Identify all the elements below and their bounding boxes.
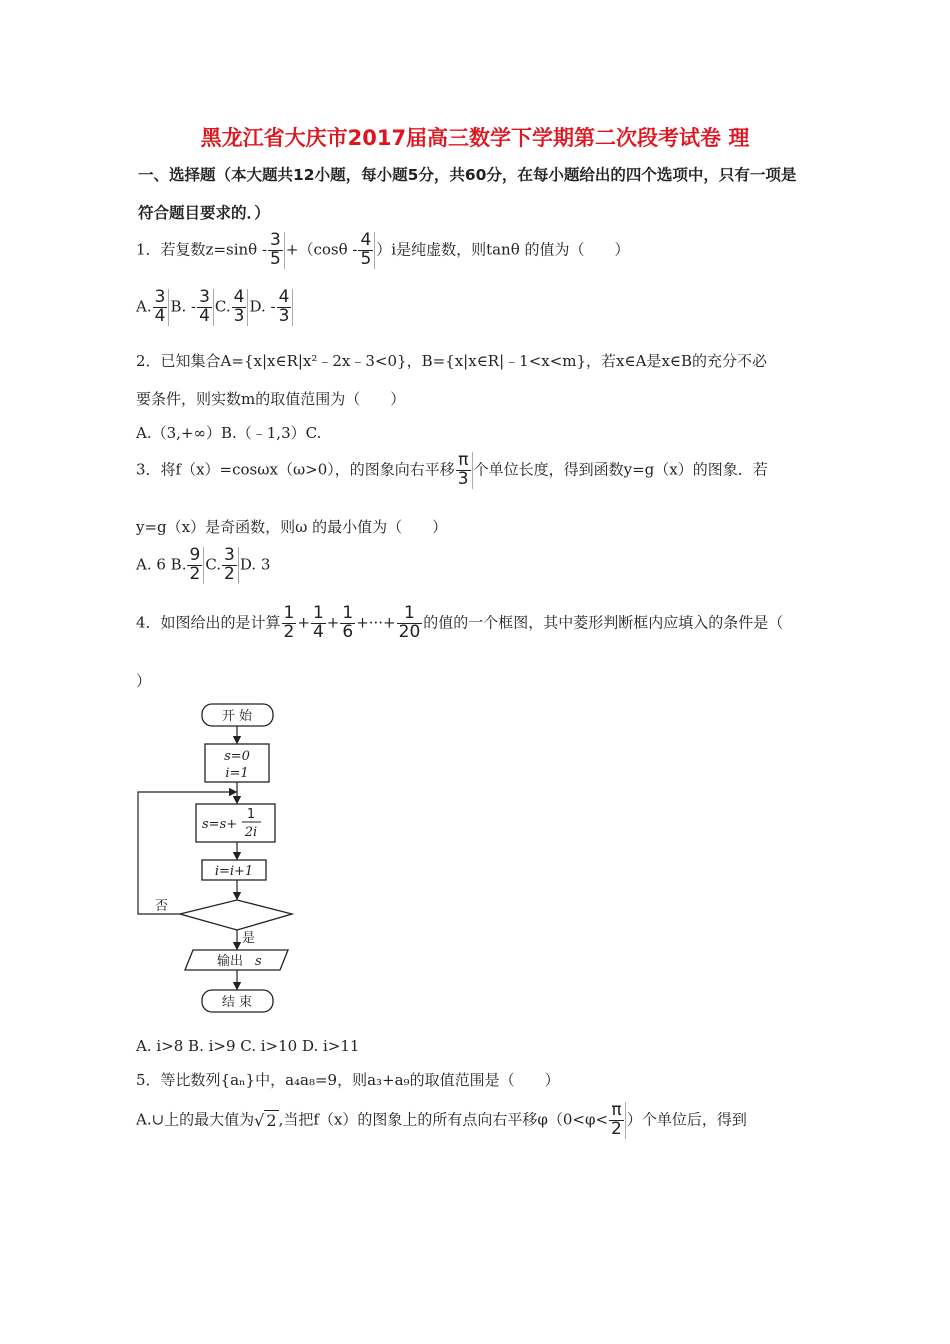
start-label: 开 始 [221, 709, 253, 724]
section-heading: 一、选择题（本大题共12小题，每小题5分，共60分，在每小题给出的四个选项中，只有一项是 [138, 166, 797, 184]
init-i: i=1 [225, 766, 249, 781]
section-heading-cont: 符合题目要求的．） [138, 204, 270, 222]
yes-label: 是 [242, 931, 256, 946]
init-s: s=0 [224, 749, 250, 764]
question-2: 2．已知集合A={x|x∈R|x²﹣2x﹣3<0}，B={x|x∈R|﹣1<x<m}，若x∈A是x∈B的充分不必 [136, 352, 768, 370]
output-label: 输出 [216, 954, 244, 969]
fraction: $\frac{3}{5}$ [268, 232, 285, 269]
decision-diamond [180, 900, 292, 930]
question-4-options: A. i>8 B. i>9 C. i>10 D. i>11 [136, 1037, 360, 1055]
question-3: 3．将f（x）=cosωx（ω>0），的图象向右平移 $\frac{\pi}{3}$ 个单位长度，得到函数y=g（x）的图象．若 [136, 450, 768, 489]
output-var: s [255, 954, 262, 969]
question-1: 1．若复数z=sinθ - $\frac{3}{5}$ +（cosθ - $\frac{4}{5}$ ）i是纯虚数，则tanθ 的值为（ ） [136, 230, 630, 269]
update-s-num: 1 [246, 807, 256, 822]
question-5-cont: A.∪上的最大值为√ 2 ,当把f（x）的图象上的所有点向右平移φ（0<φ< $\frac{\pi}{2}$ ）个单位后，得到 [136, 1100, 747, 1139]
sqrt-symbol: √ 2 [254, 1110, 277, 1130]
question-2-cont: 要条件，则实数m的取值范围为（ ） [136, 390, 406, 408]
flowchart [130, 698, 310, 1018]
question-4: 4．如图给出的是计算 $\frac{1}{2}$ + $\frac{1}{4}$ + $\frac{1}{6}$ +···+ $\frac{1}{20}$ 的值的一个框图，其中菱形判断框内应填入的条件是（ [136, 603, 784, 642]
fraction: $\frac{4}{5}$ [358, 232, 375, 269]
question-2-options: A.（3,+∞）B.（﹣1,3）C. [136, 424, 322, 442]
update-s-text: s=s+ [202, 817, 238, 832]
end-label: 结 束 [221, 995, 253, 1010]
no-label: 否 [155, 899, 169, 914]
question-3-options: A. 6 B. $\frac{9}{2}$ C. $\frac{3}{2}$ D. 3 [136, 545, 271, 584]
question-5: 5．等比数列{aₙ}中，a₄a₈=9，则a₃+a₉的取值范围是（ ） [136, 1071, 560, 1089]
update-s-den: 2i [244, 825, 258, 840]
update-i-text: i=i+1 [214, 864, 254, 879]
question-3-cont: y=g（x）是奇函数，则ω 的最小值为（ ） [136, 518, 448, 536]
page-title: 黑龙江省大庆市2017届高三数学下学期第二次段考试卷 理 [200, 126, 750, 150]
question-4-cont: ） [136, 672, 152, 690]
question-1-options: A. $\frac{3}{4}$ B. - $\frac{3}{4}$ C. $\frac{4}{3}$ D. - $\frac{4}{3}$ [136, 289, 294, 326]
